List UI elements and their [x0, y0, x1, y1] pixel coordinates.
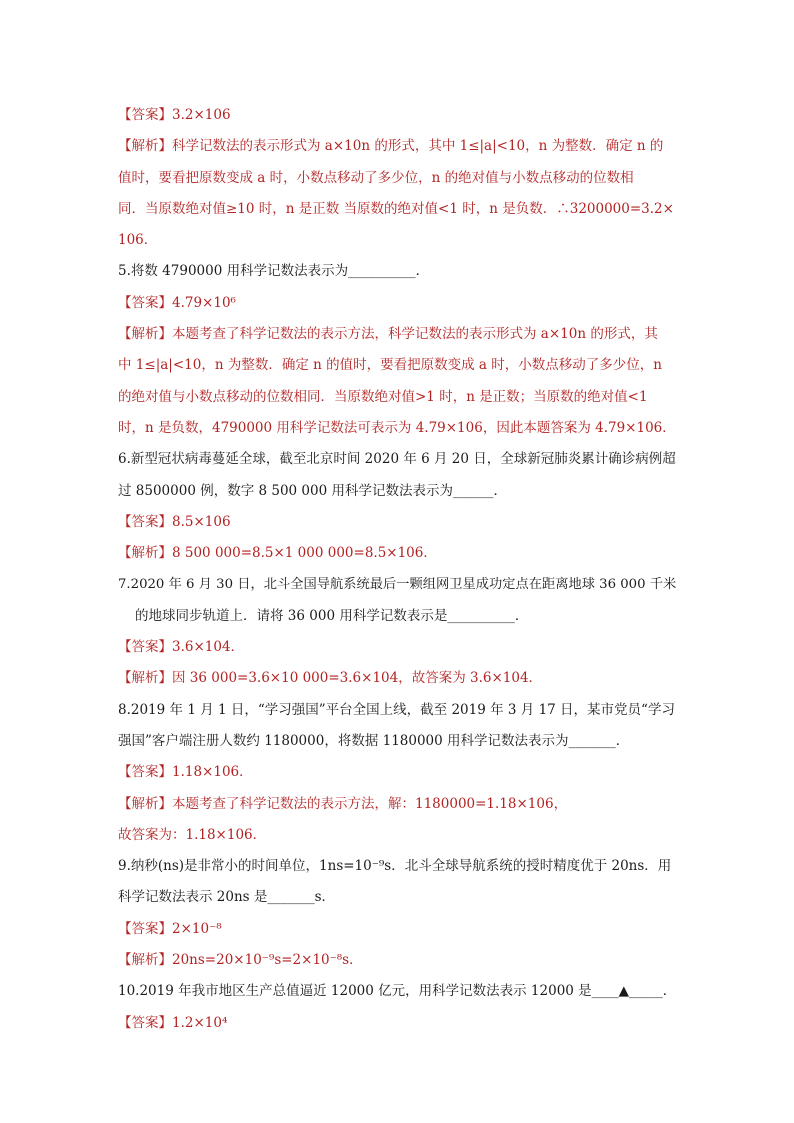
question-8-cont: 强国”客户端注册人数约 1180000，将数据 1180000 用科学记数法表示为_______．	[118, 732, 630, 749]
question-9-cont: 科学记数法表示 20ns 是_______s．	[118, 889, 336, 906]
analysis-line: 【解析】本题考查了科学记数法的表示方法，解：1180000=1.18×106，	[118, 795, 568, 812]
answer-line: 【答案】3.2×106	[118, 107, 231, 123]
analysis-line: 故答案为：1.18×106．	[118, 826, 267, 843]
analysis-line: 【解析】科学记数法的表示形式为 a×10n 的形式，其中 1≤|a|<10，n 为整数．确定 n 的	[118, 138, 664, 155]
analysis-line: 106．	[118, 232, 158, 249]
answer-line: 【答案】1.18×106．	[118, 764, 253, 781]
question-7-cont: 的地球同步轨道上．请将 36 000 用科学记数表示是__________．	[135, 607, 529, 624]
question-6: 6.新型冠状病毒蔓延全球，截至北京时间 2020 年 6 月 20 日，全球新冠肺炎累计确诊病例超	[118, 451, 676, 468]
question-7: 7.2020 年 6 月 30 日，北斗全国导航系统最后一颗组网卫星成功定点在距离地球 36 000 千米	[118, 577, 677, 593]
answer-line: 【答案】4.79×10⁶	[118, 294, 236, 311]
analysis-line: 的绝对值与小数点移动的位数相同．当原数绝对值>1 时，n 是正数；当原数的绝对值<1	[118, 388, 648, 405]
question-6-cont: 过 8500000 例，数字 8 500 000 用科学记数法表示为______．	[118, 482, 507, 499]
analysis-line: 同．当原数绝对值≥10 时，n 是正数 当原数的绝对值<1 时，n 是负数．∴3200000=3.2×	[118, 200, 674, 217]
analysis-line: 时，n 是负数，4790000 用科学记数法可表示为 4.79×106，因此本题答案为 4.79×106．	[118, 419, 676, 436]
analysis-line: 【解析】8 500 000=8.5×1 000 000=8.5×106．	[118, 545, 437, 562]
document-content	[118, 100, 678, 1039]
question-9: 9.纳秒(ns)是非常小的时间单位，1ns=10⁻⁹s．北斗全球导航系统的授时精度优于 20ns．用	[118, 858, 672, 875]
answer-line: 【答案】8.5×106	[118, 513, 231, 530]
analysis-line: 值时，要看把原数变成 a 时，小数点移动了多少位，n 的绝对值与小数点移动的位数相	[118, 169, 634, 186]
analysis-line: 中 1≤|a|<10，n 为整数．确定 n 的值时，要看把原数变成 a 时，小数点移动了多少位，n	[118, 357, 662, 374]
analysis-line: 【解析】20ns=20×10⁻⁹s=2×10⁻⁸s．	[118, 952, 363, 969]
answer-line: 【答案】1.2×10⁴	[118, 1014, 228, 1031]
question-8: 8.2019 年 1 月 1 日，“学习强国”平台全国上线，截至 2019 年 3 月 17 日，某市党员“学习	[118, 701, 675, 718]
answer-line: 【答案】3.6×104．	[118, 639, 245, 656]
analysis-line: 【解析】因 36 000=3.6×10 000=3.6×104，故答案为 3.6×104．	[118, 670, 543, 687]
question-10: 10.2019 年我市地区生产总值逼近 12000 亿元，用科学记数法表示 12000 是____▲_____．	[118, 983, 677, 1000]
answer-line: 【答案】2×10⁻⁸	[118, 920, 222, 937]
analysis-line: 【解析】本题考查了科学记数法的表示方法，科学记数法的表示形式为 a×10n 的形式，其	[118, 326, 658, 343]
question-5: 5.将数 4790000 用科学记数法表示为__________．	[118, 263, 430, 280]
